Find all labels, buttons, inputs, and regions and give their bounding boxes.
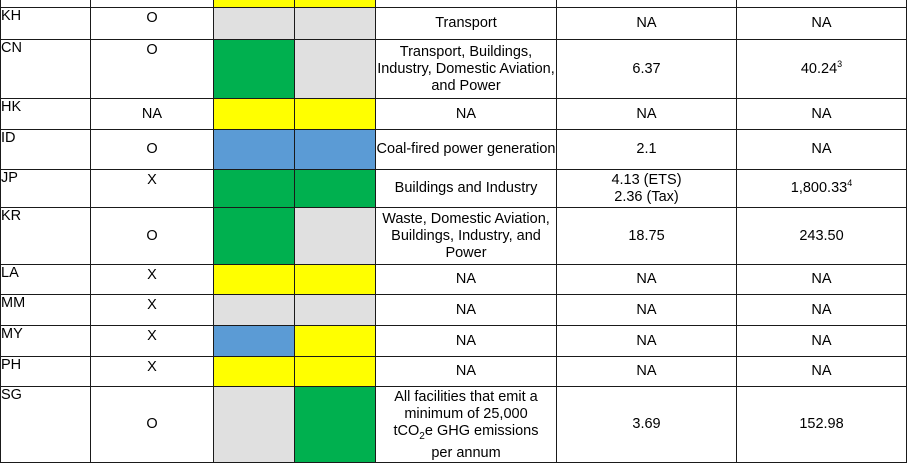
table-row bbox=[1, 326, 907, 357]
country-code-cell: JP bbox=[1, 170, 91, 208]
status-mark-cell: X bbox=[91, 326, 214, 357]
color-swatch-cell bbox=[295, 208, 376, 265]
value-cell: NA bbox=[737, 326, 907, 357]
value-cell: NA bbox=[557, 99, 737, 130]
color-swatch-cell bbox=[295, 40, 376, 99]
sector-cell: Waste, Domestic Aviation, Buildings, Industry, and Power bbox=[376, 208, 557, 265]
value-cell: 4.13 (ETS) 2.36 (Tax) bbox=[557, 170, 737, 208]
color-swatch-cell bbox=[214, 295, 295, 326]
table-row bbox=[1, 99, 907, 130]
country-code-cell: CN bbox=[1, 40, 91, 99]
table-row bbox=[1, 130, 907, 170]
country-code-cell: PH bbox=[1, 357, 91, 387]
value-cell: 2.1 bbox=[557, 130, 737, 170]
table-row bbox=[1, 208, 907, 265]
value-cell: NA bbox=[557, 295, 737, 326]
value-cell: 152.98 bbox=[737, 387, 907, 463]
value-cell: NA bbox=[737, 295, 907, 326]
value-cell: NA bbox=[737, 130, 907, 170]
status-mark-cell: O bbox=[91, 40, 214, 99]
table-row bbox=[1, 40, 907, 99]
color-swatch-cell bbox=[295, 295, 376, 326]
status-mark-cell: O bbox=[91, 130, 214, 170]
footnote-marker: 3 bbox=[837, 58, 843, 69]
sector-cell: NA bbox=[376, 265, 557, 295]
color-swatch-cell bbox=[214, 0, 295, 8]
sector-cell: Transport bbox=[376, 8, 557, 40]
value-cell: NA bbox=[737, 99, 907, 130]
status-mark-cell: X bbox=[91, 295, 214, 326]
value-cell: NA bbox=[557, 265, 737, 295]
value-cell: NA bbox=[737, 265, 907, 295]
sector-cell: Coal-fired power generation bbox=[376, 130, 557, 170]
sector-cell: Transport, Buildings, Industry, Domestic Aviation, and Power bbox=[376, 40, 557, 99]
color-swatch-cell bbox=[295, 326, 376, 357]
color-swatch-cell bbox=[295, 8, 376, 40]
country-code-cell: SG bbox=[1, 387, 91, 463]
color-swatch-cell bbox=[214, 387, 295, 463]
value-cell: 3.69 bbox=[557, 387, 737, 463]
country-code-cell: MM bbox=[1, 295, 91, 326]
color-swatch-cell bbox=[214, 357, 295, 387]
country-code-cell: KR bbox=[1, 208, 91, 265]
value-cell: 6.37 bbox=[557, 40, 737, 99]
status-mark-cell: NA bbox=[91, 99, 214, 130]
status-mark-cell: O bbox=[91, 8, 214, 40]
status-mark-cell bbox=[91, 0, 214, 8]
status-mark-cell: X bbox=[91, 357, 214, 387]
country-code-cell: ID bbox=[1, 130, 91, 170]
table-row bbox=[1, 0, 907, 8]
status-mark-cell: X bbox=[91, 265, 214, 295]
value-cell bbox=[557, 0, 737, 8]
table-row bbox=[1, 387, 907, 463]
country-code-cell: MY bbox=[1, 326, 91, 357]
color-swatch-cell bbox=[295, 387, 376, 463]
color-swatch-cell bbox=[295, 0, 376, 8]
table-row bbox=[1, 265, 907, 295]
sector-cell: NA bbox=[376, 357, 557, 387]
color-swatch-cell bbox=[295, 170, 376, 208]
value-cell: NA bbox=[557, 8, 737, 40]
table-row bbox=[1, 170, 907, 208]
color-swatch-cell bbox=[214, 99, 295, 130]
value-cell: 18.75 bbox=[557, 208, 737, 265]
color-swatch-cell bbox=[295, 130, 376, 170]
color-swatch-cell bbox=[295, 99, 376, 130]
sector-cell: NA bbox=[376, 295, 557, 326]
value-cell bbox=[737, 0, 907, 8]
table-row bbox=[1, 295, 907, 326]
color-swatch-cell bbox=[214, 130, 295, 170]
country-code-cell: LA bbox=[1, 265, 91, 295]
color-swatch-cell bbox=[214, 265, 295, 295]
value-cell: NA bbox=[557, 326, 737, 357]
value-cell: 1,800.33$^4$ bbox=[737, 170, 907, 208]
status-mark-cell: X bbox=[91, 170, 214, 208]
color-swatch-cell bbox=[214, 170, 295, 208]
table-row bbox=[1, 357, 907, 387]
sector-cell: NA bbox=[376, 99, 557, 130]
status-mark-cell: O bbox=[91, 387, 214, 463]
value-cell: 40.24$^3$ bbox=[737, 40, 907, 99]
country-code-cell: KH bbox=[1, 8, 91, 40]
value-cell: 243.50 bbox=[737, 208, 907, 265]
color-swatch-cell bbox=[214, 40, 295, 99]
sector-cell: All facilities that emit a minimum of 25,000 tCO$_2$e GHG emissions per annum bbox=[376, 387, 557, 463]
country-code-cell bbox=[1, 0, 91, 8]
sector-cell: NA bbox=[376, 326, 557, 357]
value-cell: NA bbox=[737, 8, 907, 40]
footnote-marker: 4 bbox=[847, 178, 853, 189]
value-cell: NA bbox=[557, 357, 737, 387]
sector-cell bbox=[376, 0, 557, 8]
sector-cell: Buildings and Industry bbox=[376, 170, 557, 208]
country-code-cell: HK bbox=[1, 99, 91, 130]
color-swatch-cell bbox=[214, 326, 295, 357]
value-cell: NA bbox=[737, 357, 907, 387]
status-mark-cell: O bbox=[91, 208, 214, 265]
color-swatch-cell bbox=[295, 265, 376, 295]
color-swatch-cell bbox=[295, 357, 376, 387]
table-row bbox=[1, 8, 907, 40]
color-swatch-cell bbox=[214, 8, 295, 40]
color-swatch-cell bbox=[214, 208, 295, 265]
